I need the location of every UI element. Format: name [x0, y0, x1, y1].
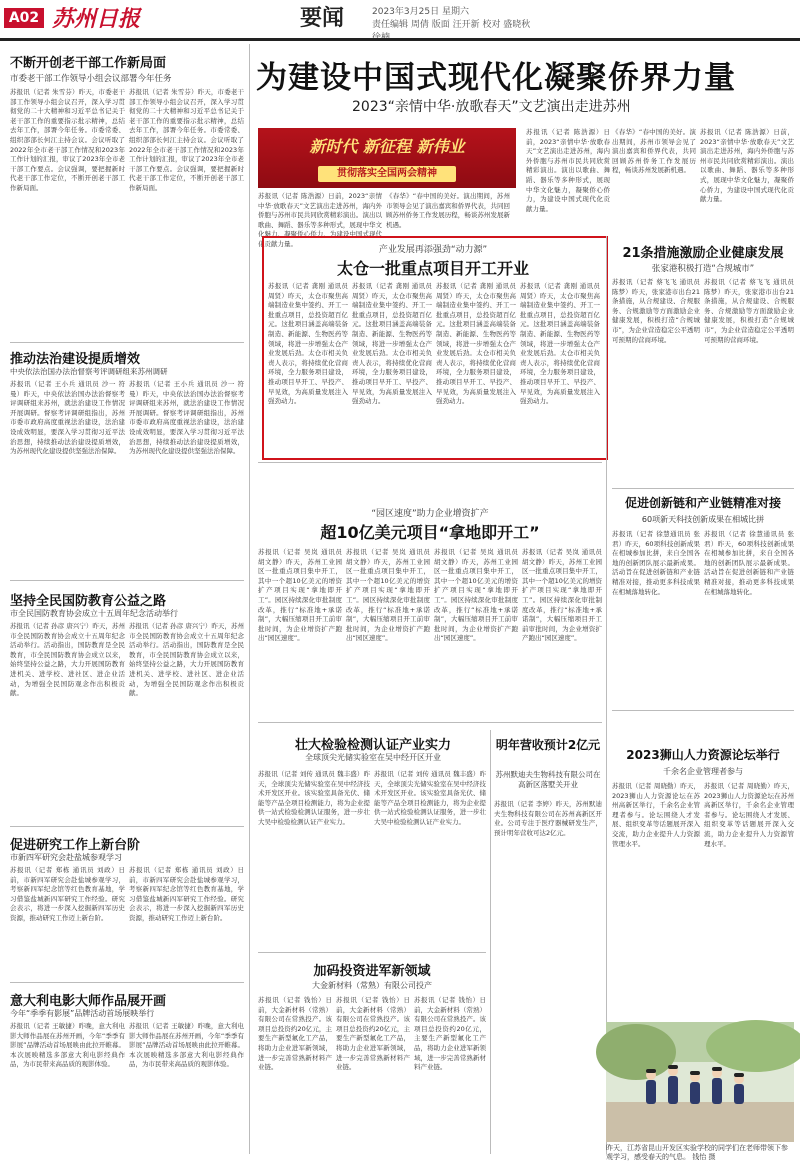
article-body: 苏报讯（记者 孙彦 唐兴宁）昨天，苏州市全民国防教育协会成立十五周年纪念活动举行。活动指出，国防教育是全民教育，市全民国防教育协会成立以来，始终坚持公益之路，大力开展国防教育进机关、进学校、进社区、进企业活动，为增强全民国防观念作出积极贡献。	[129, 622, 244, 698]
theme-banner	[258, 128, 516, 188]
article-body: 苏报讯（记者 龚刚 通讯员 周贤）昨天，太仓市聚焦高端制造业集中签约、开工一批重点项目，总投资超百亿元。这批项目涵盖高端装备制造、新能源、生物医药等领域，将进一步增强太仓产业发展后劲。太仓市相关负责人表示，将持续优化营商环境，全力服务项目建设，推动项目早开工、早投产、早见效，为高质量发展注入强劲动力。	[352, 282, 432, 406]
article-subtitle: 市委老干部工作领导小组会议部署今年任务	[10, 74, 172, 84]
story-subtitle: 大金新材料（常熟）有限公司投产	[312, 981, 432, 990]
story-subtitle: 苏州默迪夫生物科技有限公司在高新区落墅关开业	[495, 770, 601, 789]
photo-image	[606, 1022, 794, 1142]
article-body: 苏报讯（记者 蔡飞飞 通讯员 陈梦）昨天，张家港市出台21条措施，从合规建设、合规服务、合规激励等方面激励企业健康发展，积极打造“合规城市”，为企业营造稳定公平透明可预期的营商环境。	[612, 278, 700, 344]
divider	[258, 952, 486, 953]
story-title: 太仓一批重点项目开工开业	[336, 259, 529, 278]
article-body: 苏报讯（记者 吴岚 通讯员 胡文静）昨天，苏州工业园区一批重点项目集中开工，其中一个超10亿美元的增资扩产项目实现“拿地即开工”。园区持续深化审批制度改革，推行“标准地+承诺制”，大幅压缩项目开工前审批时间，为企业增资扩产跑出“园区速度”。	[434, 548, 518, 643]
article-body: 《春华》“春中国的美好。演出期间，苏州市领导会见了演出嘉宾和侨界代表，共同回顾苏州侨务工作发展历程，畅谈苏州发展新机遇。	[612, 128, 696, 175]
photo-caption: 昨天，江苏省昆山开发区实验学校的同学们在老师带领下参观学习，感受春天的气息。 钱怡 摄	[606, 1144, 788, 1161]
article-body: 苏报讯（记者 刘传 通讯员 魏丰盛）昨天，全球顶尖光储实验室在吴中经济技术开发区开业。该实验室具备光伏、储能等产品全项目检测能力，将为企业提供一站式检验检测认证服务，进一步壮大吴中检验检测认证产业实力。	[374, 770, 486, 826]
banner-slogan: 新时代 新征程 新伟业	[309, 137, 465, 156]
divider	[612, 710, 794, 711]
article-body: 苏报讯（记者 周晓勤）昨天，2023狮山人力资源论坛在苏州高新区举行，千余名企业管理者参与。论坛围绕人才发展、组织变革等话题展开深入交流，助力企业提升人力资源管理水平。	[612, 782, 700, 848]
editors-line: 责任编辑 周倩 版面 汪开新 校对 盛晓秋	[372, 20, 531, 30]
article-body: 苏报讯（记者 刘传 通讯员 魏丰盛）昨天，全球顶尖光储实验室在吴中经济技术开发区开业。该实验室具备光伏、储能等产品全项目检测能力，将为企业提供一站式检验检测认证服务，进一步壮大吴中检验检测认证产业实力。	[258, 770, 370, 826]
divider	[612, 488, 794, 489]
article-subtitle: 张家港积极打造“合规城市”	[651, 264, 755, 274]
article-body: 苏报讯（记者 钱怡）日前，大金新材料（常熟）有限公司在常熟投产。该项目总投资约20亿元，主要生产新型氟化工产品，将助力企业进军新领域，进一步完善常熟新材料产业链。	[258, 996, 332, 1072]
article-body: 苏报讯（记者 吴岚 通讯员 胡文静）昨天，苏州工业园区一批重点项目集中开工，其中一个超10亿美元的增资扩产项目实现“拿地即开工”。园区持续深化审批制度改革，推行“标准地+承诺制”，大幅压缩项目开工前审批时间，为企业增资扩产跑出“园区速度”。	[522, 548, 602, 643]
section-title: 要闻	[300, 6, 345, 31]
article-body: 苏报讯（记者 郑栋 通讯员 刘政）日前，市新四军研究会赴盐城参观学习，考察新四军纪念馆等红色教育基地，学习借鉴盐城新四军研究工作经验。研究会表示，将进一步深入挖掘新四军历史资源，推动研究工作迈上新台阶。	[129, 866, 244, 922]
main-headline: 为建设中国式现代化凝聚侨界力量	[256, 60, 736, 96]
article-body: 苏报讯（记者 孙彦 唐兴宁）昨天，苏州市全民国防教育协会成立十五周年纪念活动举行。活动指出，国防教育是全民教育，市全民国防教育协会成立以来，始终坚持公益之路，大力开展国防教育进机关、进学校、进社区、进企业活动，为增强全民国防观念作出积极贡献。	[10, 622, 125, 698]
article-title: 不断开创老干部工作新局面	[10, 56, 167, 71]
article-body: 苏报讯（记者 陈浩源）日前，2023“亲情中华·放歌春天”文艺演出走进苏州，海内外侨胞与苏州市民共同欣赏精彩演出。演出以歌曲、舞蹈、器乐等多种形式，展现中华文化魅力，凝聚侨心侨力，为建设中国式现代化贡献力量。	[526, 128, 610, 213]
article-title: 意大利电影大师作品展开画	[10, 994, 167, 1009]
article-subtitle: 60项新天科技创新成果在相城比拼	[641, 515, 765, 524]
article-title: 21条措施激励企业健康发展	[622, 246, 784, 261]
article-body: 苏报讯（记者 王敏捷）昨晚，意大利电影大师作品展在苏州开画，今年“季季有影展”品牌活动首场展映由此拉开帷幕。本次展映精选多部意大利电影经典作品，为市民带来高品质的观影体验。	[129, 1022, 244, 1069]
article-body: 苏报讯（记者 朱雪芬）昨天，市委老干部工作领导小组会议召开，深入学习贯彻党的二十大精神和习近平总书记关于老干部工作的重要指示批示精神，总结去年工作，部署今年任务。市委常委、组织部部长何江主持会议。会议听取了2022年全市老干部工作情况和2023年工作计划的汇报，审议了2023年全市老干部工作要点。会议强调，要把握新时代老干部工作定位，不断开创老干部工作新局面。	[10, 88, 125, 192]
article-body: 苏报讯（记者 吴岚 通讯员 胡文静）昨天，苏州工业园区一批重点项目集中开工，其中一个超10亿美元的增资扩产项目实现“拿地即开工”。园区持续深化审批制度改革，推行“标准地+承诺制”，大幅压缩项目开工前审批时间，为企业增资扩产跑出“园区速度”。	[258, 548, 342, 643]
story-title: 壮大检验检测认证产业实力	[294, 738, 451, 753]
story-title: 明年营收预计2亿元	[495, 738, 601, 752]
article-subtitle: 今年“季季有影展”品牌活动首场展映举行	[10, 1009, 155, 1018]
article-body: 苏报讯（记者 吴岚 通讯员 胡文静）昨天，苏州工业园区一批重点项目集中开工，其中一个超10亿美元的增资扩产项目实现“拿地即开工”。园区持续深化审批制度改革，推行“标准地+承诺制”，大幅压缩项目开工前审批时间，为企业增资扩产跑出“园区速度”。	[346, 548, 430, 643]
story-kicker: 产业发展再添强劲“动力源”	[378, 245, 488, 255]
divider	[10, 342, 244, 343]
article-subtitle: 市新四军研究会赴盐城参观学习	[10, 853, 122, 862]
article-body: 苏报讯（记者 钱怡）日前，大金新材料（常熟）有限公司在常熟投产。该项目总投资约20亿元，主要生产新型氟化工产品，将助力企业进军新领域，进一步完善常熟新材料产业链。	[414, 996, 486, 1072]
article-body: 苏报讯（记者 蔡飞飞 通讯员 陈梦）昨天，张家港市出台21条措施，从合规建设、合规服务、合规激励等方面激励企业健康发展，积极打造“合规城市”，为企业营造稳定公平透明可预期的营商环境。	[704, 278, 794, 344]
story-title: 加码投资进军新领域	[313, 964, 431, 979]
masthead-rule	[0, 38, 800, 41]
article-title: 促进创新链和产业链精准对接	[624, 496, 781, 510]
banner-label: 贯彻落实全国两会精神	[318, 166, 456, 182]
article-subtitle: 市全民国防教育协会成立十五周年纪念活动举行	[10, 609, 178, 618]
main-subheadline: 2023“亲情中华·放歌春天”文艺演出走进苏州	[352, 99, 631, 115]
article-title: 坚持全民国防教育公益之路	[10, 594, 167, 609]
article-subtitle: 中央依法治国办法治督察考评调研组来苏州调研	[10, 367, 168, 376]
article-subtitle: 千余名企业管理者参与	[663, 767, 743, 776]
date-info	[372, 6, 532, 34]
divider	[10, 982, 244, 983]
article-body: 苏报讯（记者 周晓勤）昨天，2023狮山人力资源论坛在苏州高新区举行，千余名企业管理者参与。论坛围绕人才发展、组织变革等话题展开深入交流，助力企业提升人力资源管理水平。	[704, 782, 794, 848]
article-title: 促进研究工作上新台阶	[10, 838, 141, 853]
divider	[10, 580, 244, 581]
story-title: 超10亿美元项目“拿地即开工”	[320, 523, 540, 542]
article-title: 2023狮山人力资源论坛举行	[626, 748, 780, 762]
news-photo	[606, 1022, 794, 1142]
divider	[258, 462, 602, 463]
article-body: 苏报讯（记者 王小兵 通讯员 沙一 符曼）昨天，中央依法治国办法治督察考评调研组来苏州，就法治建设工作情况开展调研。督察考评调研组指出，苏州市委市政府高度重视法治建设，法治建设成效明显，要深入学习贯彻习近平法治思想，持续推动法治建设提质增效，为苏州现代化建设提供坚强法治保障。	[129, 380, 244, 456]
article-body: 苏报讯（记者 李婷）昨天，苏州默迪夫生物科技有限公司在苏州高新区开业。公司专注于医疗器械研发生产，预计明年营收可达2亿元。	[494, 800, 602, 837]
column-divider	[490, 730, 491, 1154]
divider	[258, 722, 602, 723]
article-body: 苏报讯（记者 钱怡）日前，大金新材料（常熟）有限公司在常熟投产。该项目总投资约20亿元，主要生产新型氟化工产品，将助力企业进军新领域，进一步完善常熟新材料产业链。	[336, 996, 410, 1072]
article-body: 苏报讯（记者 朱雪芬）昨天，市委老干部工作领导小组会议召开，深入学习贯彻党的二十大精神和习近平总书记关于老干部工作的重要指示批示精神，总结去年工作，部署今年任务。市委常委、组织部部长何江主持会议。会议听取了2022年全市老干部工作情况和2023年工作计划的汇报，审议了2023年全市老干部工作要点。会议强调，要把握新时代老干部工作定位，不断开创老干部工作新局面。	[129, 88, 244, 192]
article-body: 苏报讯（记者 龚刚 通讯员 周贤）昨天，太仓市聚焦高端制造业集中签约、开工一批重点项目，总投资超百亿元。这批项目涵盖高端装备制造、新能源、生物医药等领域，将进一步增强太仓产业发展后劲。太仓市相关负责人表示，将持续优化营商环境，全力服务项目建设，推动项目早开工、早投产、早见效，为高质量发展注入强劲动力。	[268, 282, 348, 406]
story-kicker: “园区速度”助力企业增资扩产	[371, 509, 489, 519]
article-body: 苏报讯（记者 王小兵 通讯员 沙一 符曼）昨天，中央依法治国办法治督察考评调研组来苏州，就法治建设工作情况开展调研。督察考评调研组指出，苏州市委市政府高度重视法治建设，法治建设成效明显，要深入学习贯彻习近平法治思想，持续推动法治建设提质增效，为苏州现代化建设提供坚强法治保障。	[10, 380, 125, 456]
column-divider	[249, 44, 250, 1154]
divider	[10, 826, 244, 827]
article-body: 苏报讯（记者 陈浩源）日前，2023“亲情中华·放歌春天”文艺演出走进苏州，海内外侨胞与苏州市民共同欣赏精彩演出。演出以歌曲、舞蹈、器乐等多种形式，展现中华文化魅力，凝聚侨心侨力，为建设中国式现代化贡献力量。	[258, 192, 382, 248]
article-body: 苏报讯（记者 陈浩源）日前，2023“亲情中华·放歌春天”文艺演出走进苏州，海内外侨胞与苏州市民共同欣赏精彩演出。演出以歌曲、舞蹈、器乐等多种形式，展现中华文化魅力，凝聚侨心侨力，为建设中国式现代化贡献力量。	[700, 128, 794, 204]
newspaper-logo: 苏州日报	[52, 6, 141, 32]
article-body: 苏报讯（记者 郑栋 通讯员 刘政）日前，市新四军研究会赴盐城参观学习，考察新四军纪念馆等红色教育基地，学习借鉴盐城新四军研究工作经验。研究会表示，将进一步深入挖掘新四军历史资源，推动研究工作迈上新台阶。	[10, 866, 125, 922]
article-body: 苏报讯（记者 龚刚 通讯员 周贤）昨天，太仓市聚焦高端制造业集中签约、开工一批重点项目，总投资超百亿元。这批项目涵盖高端装备制造、新能源、生物医药等领域，将进一步增强太仓产业发展后劲。太仓市相关负责人表示，将持续优化营商环境，全力服务项目建设，推动项目早开工、早投产、早见效，为高质量发展注入强劲动力。	[436, 282, 516, 406]
article-body: 苏报讯（记者 徐慧通讯员 张君）昨天，60项科技创新成果在相城参加比拼，来自全国各地的创新团队展示最新成果。活动旨在促进创新链和产业链精准对接，推动更多科技成果在相城落地转化。	[612, 530, 700, 596]
date-line: 2023年3月25日 星期六	[372, 7, 469, 17]
article-body: 苏报讯（记者 王敏捷）昨晚，意大利电影大师作品展在苏州开画，今年“季季有影展”品牌活动首场展映由此拉开帷幕。本次展映精选多部意大利电影经典作品，为市民带来高品质的观影体验。	[10, 1022, 125, 1069]
page-number: A02	[4, 8, 44, 28]
article-body: 苏报讯（记者 龚刚 通讯员 周贤）昨天，太仓市聚焦高端制造业集中签约、开工一批重点项目，总投资超百亿元。这批项目涵盖高端装备制造、新能源、生物医药等领域，将进一步增强太仓产业发展后劲。太仓市相关负责人表示，将持续优化营商环境，全力服务项目建设，推动项目早开工、早投产、早见效，为高质量发展注入强劲动力。	[520, 282, 600, 406]
article-title: 推动法治建设提质增效	[10, 352, 141, 367]
column-divider	[606, 236, 607, 1154]
article-body: 苏报讯（记者 徐慧通讯员 张君）昨天，60项科技创新成果在相城参加比拼，来自全国各地的创新团队展示最新成果。活动旨在促进创新链和产业链精准对接，推动更多科技成果在相城落地转化。	[704, 530, 794, 596]
story-subtitle: 全球顶尖光储实验室在吴中经开区开业	[305, 753, 441, 762]
article-body: 《春华》“春中国的美好。演出期间，苏州市领导会见了演出嘉宾和侨界代表，共同回顾苏州侨务工作发展历程，畅谈苏州发展新机遇。	[386, 192, 510, 229]
